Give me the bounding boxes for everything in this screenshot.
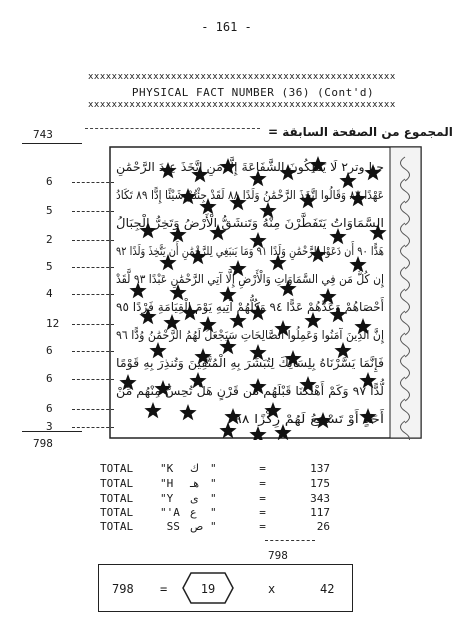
total-letter: "Y (160, 492, 174, 505)
star-marker (349, 256, 366, 272)
equation-right: 42 (320, 582, 335, 596)
total-equals: = (259, 477, 266, 490)
total-label: TOTAL (100, 520, 134, 533)
star-marker (339, 172, 356, 188)
sum-value: 798 (268, 549, 288, 562)
total-arabic-letter: ك (190, 462, 200, 475)
star-marker (304, 312, 321, 328)
total-equals: = (259, 462, 266, 475)
manuscript-line: لُّدًّا ٩٧ وَكَمْ أَهْلَكْنَا قَبْلَهُم مِّن قَرْنٍ هَلْ تُحِسُّ مِنْهُم مِّنْ (116, 384, 384, 398)
sum-rule (265, 540, 315, 541)
previous-total-label: المجموع من الصفحة السابقة = (268, 125, 453, 139)
line-count: 6 (46, 372, 53, 385)
star-marker (229, 312, 246, 328)
equation-factor: 19 (200, 582, 216, 596)
total-label: TOTAL (100, 492, 134, 505)
previous-total-rule (22, 143, 82, 144)
total-arabic-letter: ص (190, 520, 204, 533)
total-letter: "H (160, 477, 174, 490)
separator-top: xxxxxxxxxxxxxxxxxxxxxxxxxxxxxxxxxxxxxxxxxxxxxxxxxxxx (88, 72, 396, 82)
total-arabic-letter: ع (190, 506, 197, 519)
total-arabic-letter: ى (190, 492, 199, 505)
manuscript-line: عَهْدًا ٨٧ وَقَالُوا اتَّخَذَ الرَّحْمَٰنُ وَلَدًا ٨٨ لَقَدْ جِئْتُمْ شَيْئًا إِدًّا ٨٩ تَكَادُ (116, 188, 387, 202)
total-quote: " (210, 492, 217, 505)
manuscript-line: إِن كُلُّ مَن فِي السَّمَاوَاتِ وَالْأَرْضِ إِلَّا آتِي الرَّحْمَٰنِ عَبْدًا ٩٣ لَّقَدْ (116, 272, 412, 286)
line-count: 4 (46, 287, 53, 300)
total-value: 26 (316, 520, 330, 533)
manuscript-line: حيا وتر٢ لَا يَمْلِكُونَ الشَّفَاعَةَ مَنِ اتَّخَذَ عِندَ الرَّحْمَٰنِ (116, 160, 383, 174)
manuscript-line: السَّمَاوَاتُ يَتَفَطَّرْنَ مِنْهُ وَتَنشَقُّ الْأَرْضُ وَتَخِرُّ الْجِبَالُ (116, 216, 361, 230)
column-total: 798 (33, 437, 53, 450)
total-quote: " (210, 477, 217, 490)
equation-times: x (268, 582, 276, 596)
total-row (100, 462, 330, 475)
line-count: 12 (46, 317, 60, 330)
equation-left: 798 (112, 582, 134, 596)
total-letter: SS (160, 520, 180, 533)
manuscript-line: إِنَّ الَّذِينَ آمَنُوا وَعَمِلُوا الصَّالِحَاتِ سَيَجْعَلُ لَهُمُ الرَّحْمَٰنُ وُدًّا ٩٦ (116, 328, 409, 342)
column-total-rule (22, 431, 82, 432)
total-label: TOTAL (100, 477, 134, 490)
separator-bottom: xxxxxxxxxxxxxxxxxxxxxxxxxxxxxxxxxxxxxxxxxxxxxxxxxxxx (88, 100, 396, 110)
line-count: 3 (46, 420, 53, 433)
total-quote: " (210, 506, 217, 519)
star-marker (179, 404, 196, 420)
star-marker (144, 402, 161, 418)
total-row (100, 477, 330, 490)
page-number: - 161 - (201, 20, 252, 34)
total-value: 117 (310, 506, 330, 519)
total-row (100, 506, 330, 519)
previous-total-value: 743 (33, 128, 53, 141)
total-quote: " (210, 520, 217, 533)
manuscript-line: أَحَدٍ أَوْ تَسْمَعُ لَهُمْ رِكْزًا ٩٨ (233, 412, 361, 426)
quran-manuscript-page (108, 145, 423, 440)
total-value: 343 (310, 492, 330, 505)
line-count: 6 (46, 344, 53, 357)
total-row (100, 520, 330, 533)
total-equals: = (259, 506, 266, 519)
star-marker (329, 228, 346, 244)
manuscript-line: أَحْصَاهُمْ وَعَدَّهُمْ عَدًّا ٩٤ وَكُلُّهُمْ آتِيهِ يَوْمَ الْقِيَامَةِ فَرْدًا ٩٥ (115, 300, 384, 314)
total-label: TOTAL (100, 462, 134, 475)
line-count: 6 (46, 175, 53, 188)
total-equals: = (259, 492, 266, 505)
total-letter: "'A (160, 506, 180, 519)
total-letter: "K (160, 462, 174, 475)
manuscript-line: فَإِنَّمَا يَسَّرْنَاهُ بِلِسَانِكَ لِتُبَشِّرَ بِهِ الْمُتَّقِينَ وَتُنذِرَ بِهِ قَوْمًا (116, 356, 370, 370)
total-label: TOTAL (100, 506, 134, 519)
line-count: 5 (46, 204, 53, 217)
manuscript-line: هَدًّا ٩٠ أَن دَعَوْا لِلرَّحْمَٰنِ وَلَدًا ٩١ وَمَا يَنبَغِي لِلرَّحْمَٰنِ أَن يَتَّخِذَ وَلَدًا ٩٢ (116, 244, 388, 258)
line-count: 5 (46, 260, 53, 273)
total-value: 137 (310, 462, 330, 475)
total-arabic-letter: هـ (190, 477, 200, 490)
star-marker (169, 284, 186, 300)
page-title: PHYSICAL FACT NUMBER (36) (Cont'd) (131, 86, 375, 99)
total-value: 175 (310, 477, 330, 490)
manuscript-ornamental-margin (390, 147, 421, 438)
total-quote: " (210, 462, 217, 475)
previous-total-leader (85, 128, 260, 129)
total-row (100, 492, 330, 505)
nineteen-hexagon (181, 571, 235, 605)
total-equals: = (259, 520, 266, 533)
line-count: 2 (46, 233, 53, 246)
equation-equals: = (160, 582, 168, 596)
line-count: 6 (46, 402, 53, 415)
